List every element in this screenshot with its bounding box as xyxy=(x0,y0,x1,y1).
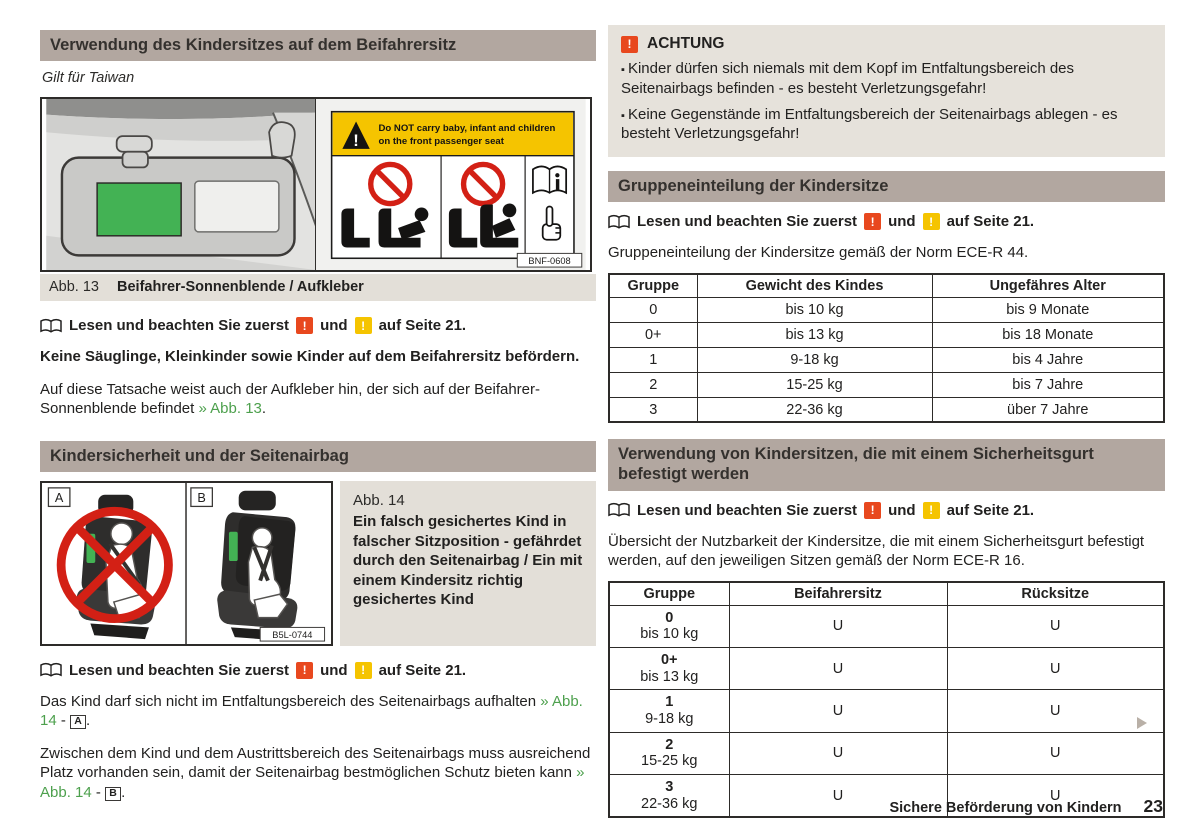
para-text: Auf diese Tatsache weist auch der Aufkleber hin, der sich auf der Beifahrer-Sonnenblende befindet xyxy=(40,380,541,418)
para-child-deployment-area xyxy=(40,692,596,731)
read-note-text: und xyxy=(888,213,916,231)
cell: U xyxy=(729,732,947,774)
group-cell: 1 9-18 kg xyxy=(609,690,729,732)
seat-usability-table xyxy=(608,581,1165,819)
cell: U xyxy=(947,732,1164,774)
read-note-2 xyxy=(40,662,596,679)
figure-14-seats xyxy=(40,481,333,646)
figure-14-caption-text: Ein falsch gesichertes Kind in falscher Sitzposition - gefährdet durch den Seitenairbag / Ein mit einem Kindersitz richtig gesichertes Kind xyxy=(353,513,583,609)
read-note-1 xyxy=(40,317,596,334)
cell: U xyxy=(947,647,1164,689)
cell: über 7 Jahre xyxy=(932,397,1164,422)
read-note-3 xyxy=(608,213,1165,230)
cell: 1 xyxy=(609,347,697,372)
marker-a-reference: A xyxy=(70,715,86,729)
warning-red-icon: ! xyxy=(621,36,638,53)
figure-14-reference-link[interactable]: » Abb. 14 xyxy=(40,764,585,801)
para-text: . xyxy=(261,400,267,418)
cell: U xyxy=(729,774,947,817)
read-note-text: und xyxy=(888,501,916,519)
read-note-text: Lesen und beachten Sie zuerst xyxy=(637,501,858,519)
column-header: Gruppe xyxy=(609,582,729,606)
cell: U xyxy=(729,605,947,647)
page-footer xyxy=(889,796,1163,817)
warning-yellow-icon: ! xyxy=(355,662,372,679)
read-note-text: Lesen und beachten Sie zuerst xyxy=(637,213,858,231)
warning-red-icon: ! xyxy=(864,502,881,519)
cell: 3 xyxy=(609,397,697,422)
figure-14-marker-b: B xyxy=(197,490,206,505)
column-header: Gewicht des Kindes xyxy=(697,274,932,298)
warning-red-icon: ! xyxy=(296,662,313,679)
footer-section-title: Sichere Beförderung von Kindern xyxy=(889,800,1122,816)
cell: 0 xyxy=(609,297,697,322)
achtung-warning-box xyxy=(608,25,1165,157)
table-row xyxy=(609,397,1164,422)
visor-mirror xyxy=(195,181,279,232)
warning-item: ▪ Kinder dürfen sich niemals mit dem Kopf im Entfaltungsbereich des Seitenairbags befinden - es besteht Verletzungsgefahr! xyxy=(621,59,1152,99)
cell: U xyxy=(729,647,947,689)
cell: U xyxy=(947,774,1164,817)
para-text: Das Kind darf sich nicht im Entfaltungsbereich des Seitenairbags aufhalten xyxy=(40,692,537,710)
sticker-text-line2: on the front passenger seat xyxy=(378,136,504,148)
airbag-label-b xyxy=(229,532,238,561)
group-cell: 3 22-36 kg xyxy=(609,774,729,817)
table-row xyxy=(609,372,1164,397)
cell: U xyxy=(947,605,1164,647)
read-note-text: auf Seite 21. xyxy=(946,213,1035,231)
read-note-text: und xyxy=(320,317,348,335)
warning-yellow-icon: ! xyxy=(923,213,940,230)
figure-14-marker-a: A xyxy=(54,490,64,505)
visor-clip xyxy=(117,136,152,152)
column-header: Rücksitze xyxy=(947,582,1164,606)
read-note-text: Lesen und beachten Sie zuerst xyxy=(69,661,290,679)
para-text: - xyxy=(60,712,66,730)
left-column xyxy=(40,30,596,802)
group-cell: 0 bis 10 kg xyxy=(609,605,729,647)
table-row xyxy=(609,297,1164,322)
read-note-text: Lesen und beachten Sie zuerst xyxy=(69,317,290,335)
figure-13-caption-text: Beifahrer-Sonnenblende / Aufkleber xyxy=(117,279,364,296)
cell: bis 4 Jahre xyxy=(932,347,1164,372)
warning-yellow-icon: ! xyxy=(355,317,372,334)
figure-14-caption-label: Abb. 14 xyxy=(353,491,405,509)
para-ece-r44: Gruppeneinteilung der Kindersitze gemäß der Norm ECE-R 44. xyxy=(608,244,1029,262)
group-cell: 2 15-25 kg xyxy=(609,732,729,774)
table-header-row xyxy=(609,274,1164,298)
applies-to-note: Gilt für Taiwan xyxy=(42,70,135,87)
figure-13-code: BNF-0608 xyxy=(528,256,571,267)
achtung-title: ACHTUNG xyxy=(647,35,725,52)
figure-14-caption xyxy=(340,481,596,646)
cell: bis 7 Jahre xyxy=(932,372,1164,397)
para-no-children-front-seat: Keine Säuglinge, Kleinkinder sowie Kinder auf dem Beifahrersitz befördern. xyxy=(40,348,580,366)
para-ece-r16: Übersicht der Nutzbarkeit der Kindersitze, die mit einem Sicherheitsgurt befestigt werden, auf den jeweiligen Sitzen gemäß der Norm ECE-R 16. xyxy=(608,532,1145,570)
continuation-arrow-icon xyxy=(1137,717,1147,729)
cell: U xyxy=(729,690,947,732)
para-text: . xyxy=(121,783,126,801)
read-note-text: auf Seite 21. xyxy=(946,501,1035,519)
cell: 2 xyxy=(609,372,697,397)
visor-warning-sticker xyxy=(97,183,181,236)
table-row xyxy=(609,322,1164,347)
para-text: Zwischen dem Kind und dem Austrittsbereich des Seitenairbags muss ausreichend Platz vorhanden sein, damit der Seitenairbag bestmöglichen Schutz bieten kann xyxy=(40,744,591,782)
child-seat-groups-table xyxy=(608,273,1165,424)
read-note-4 xyxy=(608,502,1165,519)
cell: bis 18 Monate xyxy=(932,322,1164,347)
figure-14-block xyxy=(40,481,596,646)
para-space-between-child xyxy=(40,744,596,803)
cell: 0+ xyxy=(609,322,697,347)
cell: bis 10 kg xyxy=(697,297,932,322)
section-header-kindersicherheit-seitenairbag: Kindersicherheit und der Seitenairbag xyxy=(40,441,596,472)
sticker-text-line1: Do NOT carry baby, infant and children xyxy=(378,123,556,135)
figure-13-caption xyxy=(40,274,596,301)
right-column xyxy=(608,25,1165,818)
svg-text:!: ! xyxy=(353,131,359,151)
figure-13-sun-visor xyxy=(40,97,592,272)
table-row xyxy=(609,732,1164,774)
visor-hook xyxy=(269,122,295,157)
section-header-gruppeneinteilung: Gruppeneinteilung der Kindersitze xyxy=(608,171,1165,202)
cell: bis 13 kg xyxy=(697,322,932,347)
cell: bis 9 Monate xyxy=(932,297,1164,322)
table-row xyxy=(609,347,1164,372)
section-header-kindersitz-beifahrersitz: Verwendung des Kindersitzes auf dem Beifahrersitz xyxy=(40,30,596,61)
warning-red-icon: ! xyxy=(864,213,881,230)
marker-b-reference: B xyxy=(105,787,121,801)
para-sticker-location xyxy=(40,380,596,419)
column-header: Ungefähres Alter xyxy=(932,274,1164,298)
para-text: - xyxy=(95,783,101,801)
group-cell: 0+ bis 13 kg xyxy=(609,647,729,689)
table-row xyxy=(609,605,1164,647)
read-note-text: auf Seite 21. xyxy=(378,317,467,335)
table-row xyxy=(609,647,1164,689)
book-icon xyxy=(608,502,630,518)
table-header-row xyxy=(609,582,1164,606)
cell: U xyxy=(947,690,1164,732)
cell: 15-25 kg xyxy=(697,372,932,397)
section-header-verwendung-sicherheitsgurt: Verwendung von Kindersitzen, die mit einem Sicherheitsgurt befestigt werden xyxy=(608,439,1165,490)
page-number: 23 xyxy=(1143,796,1163,816)
column-header: Beifahrersitz xyxy=(729,582,947,606)
read-note-text: auf Seite 21. xyxy=(378,661,467,679)
warning-red-icon: ! xyxy=(296,317,313,334)
book-icon xyxy=(608,214,630,230)
book-icon xyxy=(40,662,62,678)
warning-item: ▪ Keine Gegenstände im Entfaltungsbereich der Seitenairbags ablegen - es besteht Verletzungsgefahr! xyxy=(621,105,1152,145)
figure-13-caption-label: Abb. 13 xyxy=(49,279,99,296)
figure-14-reference-link[interactable]: » Abb. 14 xyxy=(40,692,583,730)
figure-14-code: B5L-0744 xyxy=(272,629,313,640)
book-icon xyxy=(40,318,62,334)
warning-yellow-icon: ! xyxy=(923,502,940,519)
read-note-text: und xyxy=(320,661,348,679)
owner-manual-book-icon xyxy=(533,167,566,193)
figure-13-reference-link[interactable]: » Abb. 13 xyxy=(198,400,262,418)
cell: 22-36 kg xyxy=(697,397,932,422)
column-header: Gruppe xyxy=(609,274,697,298)
cell: 9-18 kg xyxy=(697,347,932,372)
para-text: . xyxy=(86,712,91,730)
table-row xyxy=(609,690,1164,732)
